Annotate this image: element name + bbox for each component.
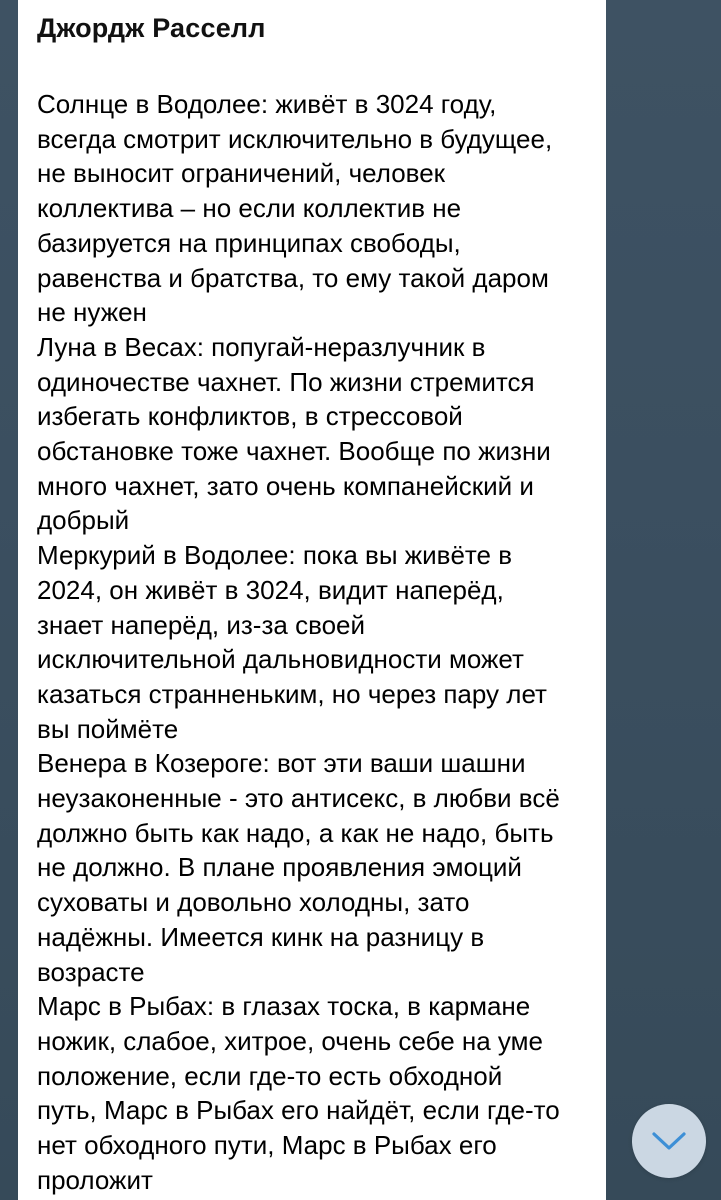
message-line: равенства и братства, то ему такой даром bbox=[37, 262, 549, 293]
message-line: нет обходного пути, Марс в Рыбах его bbox=[37, 1130, 497, 1161]
message-line: суховаты и довольно холодны, зато bbox=[37, 887, 470, 918]
message-line: не выносит ограничений, человек bbox=[37, 158, 446, 189]
message-line: базируется на принципах свободы, bbox=[37, 227, 461, 258]
message-line: знает наперёд, из-за своей bbox=[37, 609, 366, 640]
message-line: казаться странненьким, но через пару лет bbox=[37, 678, 547, 709]
scroll-down-button[interactable] bbox=[632, 1104, 706, 1178]
message-text bbox=[37, 87, 586, 1198]
message-line: путь, Марс в Рыбах его найдёт, если где-то bbox=[37, 1095, 560, 1126]
chevron-down-icon bbox=[652, 1131, 686, 1151]
message-line: 2024, он живёт в 3024, видит наперёд, bbox=[37, 574, 504, 605]
message-line: надёжны. Имеется кинк на разницу в bbox=[37, 921, 485, 952]
message-line: ножик, слабое, хитрое, очень себе на уме bbox=[37, 1025, 543, 1056]
message-line: одиночестве чахнет. По жизни стремится bbox=[37, 366, 535, 397]
message-line: избегать конфликтов, в стрессовой bbox=[37, 401, 463, 432]
sender-name[interactable]: Джордж Расселл bbox=[37, 13, 266, 43]
message-line: исключительной дальновидности может bbox=[37, 644, 524, 675]
message-line: Венера в Козероге: вот эти ваши шашни bbox=[37, 748, 526, 779]
message-line: Марс в Рыбах: в глазах тоска, в кармане bbox=[37, 991, 531, 1022]
message-line: всегда смотрит исключительно в будущее, bbox=[37, 123, 553, 154]
message-line: много чахнет, зато очень компанейский и bbox=[37, 470, 534, 501]
message-line: Меркурий в Водолее: пока вы живёте в bbox=[37, 540, 513, 571]
message-line: неузаконенные - это антисекс, в любви всё bbox=[37, 783, 560, 814]
message-line: не нужен bbox=[37, 297, 147, 328]
message-line: должно быть как надо, а как не надо, быть bbox=[37, 817, 554, 848]
message-bubble[interactable] bbox=[18, 0, 606, 1200]
message-line: не должно. В плане проявления эмоций bbox=[37, 852, 522, 883]
message-line: возрасте bbox=[37, 956, 145, 987]
message-line: проложит bbox=[37, 1164, 153, 1195]
message-line: обстановке тоже чахнет. Вообще по жизни bbox=[37, 436, 551, 467]
message-line: Солнце в Водолее: живёт в 3024 году, bbox=[37, 89, 497, 119]
message-line: Луна в Весах: попугай-неразлучник в bbox=[37, 331, 486, 362]
message-line: коллектива – но если коллектив не bbox=[37, 193, 462, 224]
message-line: положение, если где-то есть обходной bbox=[37, 1060, 503, 1091]
message-line: вы поймёте bbox=[37, 713, 179, 744]
message-line: добрый bbox=[37, 505, 130, 536]
